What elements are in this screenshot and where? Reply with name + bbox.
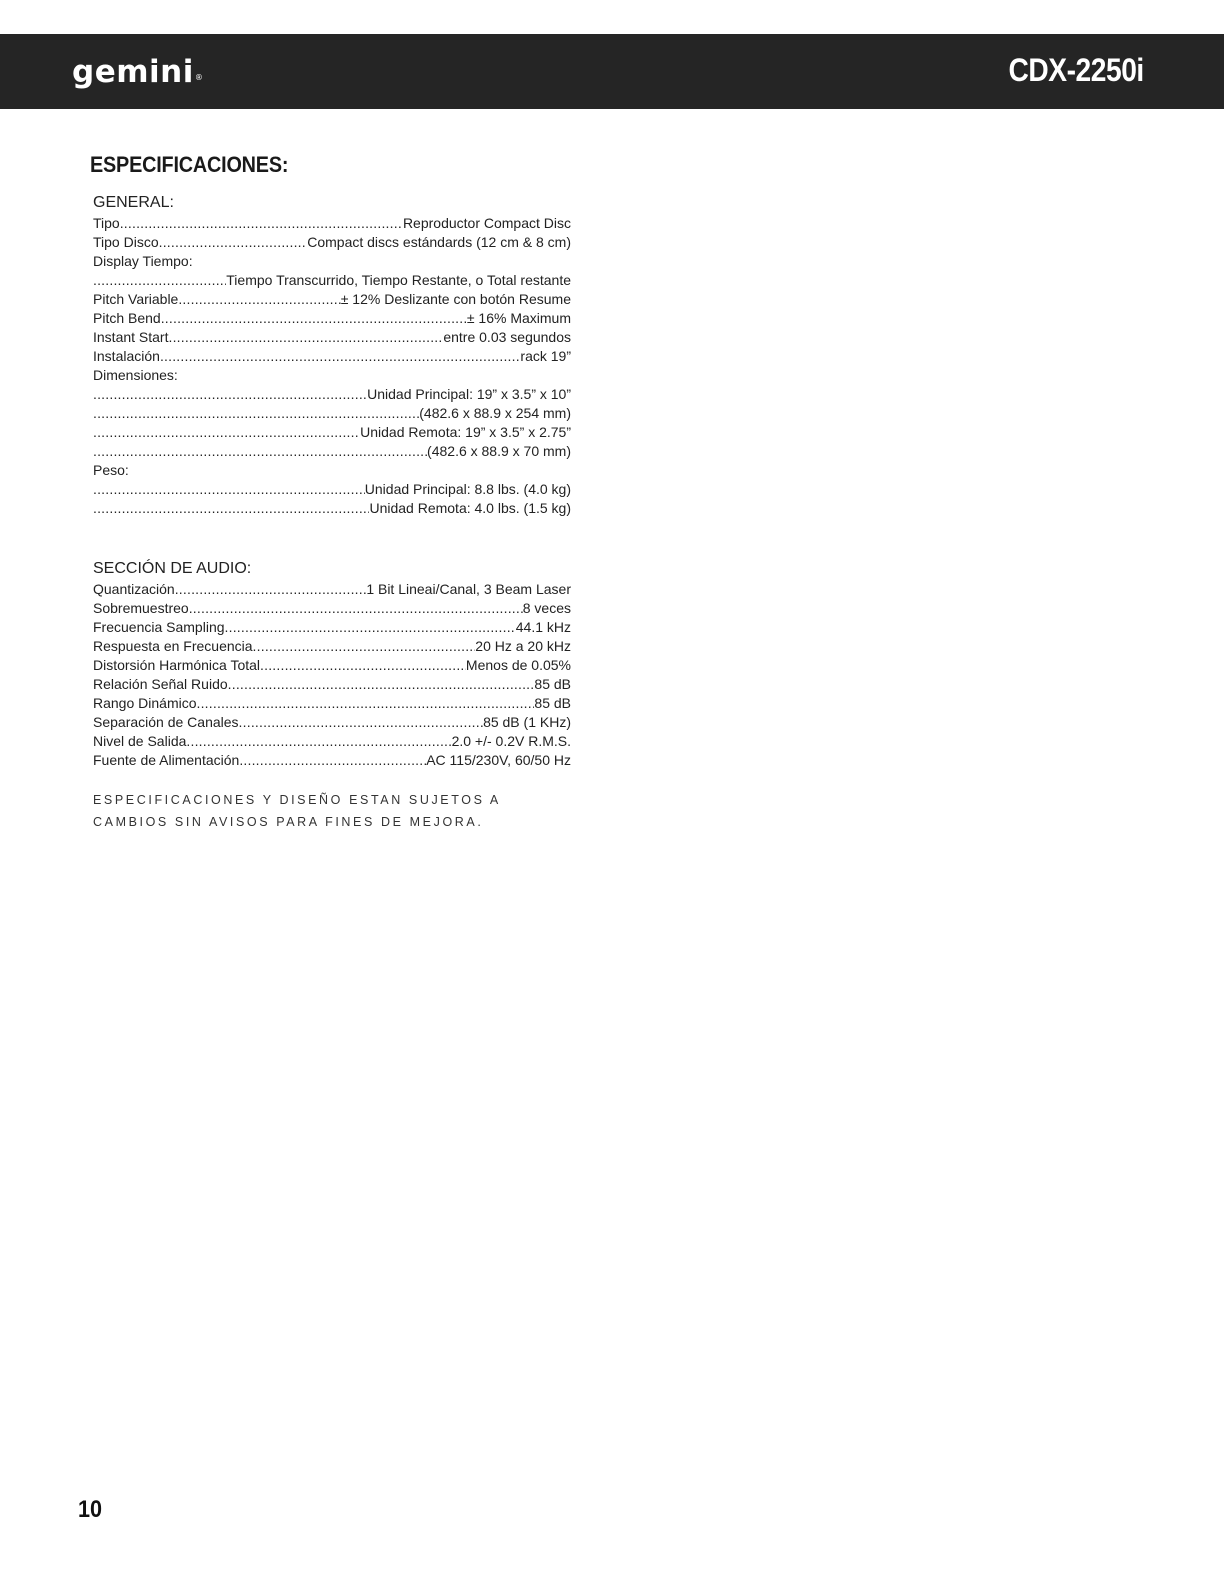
spec-label: Instalación: [93, 348, 160, 364]
general-spec-list: [93, 214, 571, 518]
spec-row: [93, 385, 571, 404]
spec-row: [93, 423, 571, 442]
dot-leader: [178, 290, 340, 309]
spec-value: 85 dB (1 KHz): [483, 714, 571, 730]
spec-row: [93, 732, 571, 751]
spec-value: Unidad Remota: 19” x 3.5” x 2.75”: [360, 424, 571, 440]
spec-label: Pitch Bend: [93, 310, 161, 326]
dot-leader: [168, 328, 443, 347]
spec-row: [93, 404, 571, 423]
gemini-logo: [72, 52, 203, 92]
spec-label: Nivel de Salida: [93, 733, 187, 749]
dot-leader: [93, 385, 367, 404]
audio-heading: SECCIÓN DE AUDIO:: [93, 560, 252, 577]
dot-leader: [93, 271, 226, 290]
dot-leader: [93, 404, 419, 423]
spec-label: Separación de Canales: [93, 714, 239, 730]
page-title: ESPECIFICACIONES:: [90, 152, 289, 177]
spec-value: Compact discs estándards (12 cm & 8 cm): [307, 234, 571, 250]
spec-label: Tipo Disco: [93, 234, 159, 250]
dot-leader: [120, 214, 403, 233]
spec-row: [93, 290, 571, 309]
spec-value: (482.6 x 88.9 x 70 mm): [427, 443, 571, 459]
specs-notice: ESPECIFICACIONES Y DISEÑO ESTAN SUJETOS A CAMBIOS SIN AVISOS PARA FINES DE MEJORA.: [93, 793, 501, 829]
spec-value: ± 16% Maximum: [466, 310, 571, 326]
spec-row: [93, 328, 571, 347]
spec-label: Distorsión Harmónica Total: [93, 657, 261, 673]
general-section: [93, 193, 571, 518]
spec-label: Instant Start: [93, 329, 169, 345]
dot-leader: [197, 694, 535, 713]
dot-leader: [93, 499, 369, 518]
spec-row: [93, 233, 571, 252]
dot-leader: [239, 751, 426, 770]
spec-value: 20 Hz a 20 kHz: [475, 638, 571, 654]
audio-spec-list: [93, 580, 571, 770]
spec-label: Fuente de Alimentación: [93, 752, 240, 768]
audio-section: [93, 559, 571, 770]
spec-label: Quantización: [93, 581, 175, 597]
dot-leader: [161, 309, 467, 328]
dot-leader: [175, 580, 367, 599]
spec-label: Peso:: [93, 462, 129, 478]
spec-value: 2.0 +/- 0.2V R.M.S.: [451, 733, 571, 749]
dot-leader: [253, 637, 476, 656]
spec-row: [93, 480, 571, 499]
spec-label: Display Tiempo:: [93, 253, 193, 269]
spec-label: Tipo: [93, 215, 120, 231]
spec-value: 8 veces: [522, 600, 571, 616]
dot-leader: [186, 732, 451, 751]
header-bar: [0, 34, 1224, 109]
spec-row: [93, 618, 571, 637]
dot-leader: [160, 347, 520, 366]
spec-row: [93, 442, 571, 461]
spec-label: Sobremuestreo: [93, 600, 189, 616]
spec-label: Frecuencia Sampling: [93, 619, 225, 635]
spec-value: 85 dB: [534, 676, 571, 692]
spec-value: Unidad Principal: 8.8 lbs. (4.0 kg): [364, 481, 571, 497]
spec-row: [93, 599, 571, 618]
spec-row: [93, 694, 571, 713]
model-name: CDX-2250i: [1008, 52, 1144, 88]
page-number: 10: [78, 1496, 103, 1523]
dot-leader: [225, 618, 516, 637]
spec-label: Pitch Variable: [93, 291, 179, 307]
dot-leader: [239, 713, 484, 732]
general-heading: GENERAL:: [93, 194, 174, 211]
spec-value: 85 dB: [534, 695, 571, 711]
dot-leader: [159, 233, 308, 252]
spec-row: [93, 675, 571, 694]
spec-label: Rango Dinámico: [93, 695, 197, 711]
spec-row: [93, 366, 571, 385]
dot-leader: [93, 442, 427, 461]
spec-label: Respuesta en Frecuencia: [93, 638, 253, 654]
dot-leader: [93, 480, 365, 499]
spec-value: (482.6 x 88.9 x 254 mm): [419, 405, 571, 421]
spec-value: Unidad Principal: 19” x 3.5” x 10”: [367, 386, 571, 402]
spec-row: [93, 656, 571, 675]
spec-row: [93, 580, 571, 599]
spec-row: [93, 271, 571, 290]
spec-value: Menos de 0.05%: [465, 657, 571, 673]
spec-row: [93, 347, 571, 366]
dot-leader: [189, 599, 523, 618]
spec-row: [93, 751, 571, 770]
spec-value: ± 12% Deslizante con botón Resume: [340, 291, 571, 307]
dot-leader: [260, 656, 466, 675]
spec-value: entre 0.03 segundos: [443, 329, 571, 345]
registered-mark: ®: [194, 73, 204, 82]
spec-row: [93, 499, 571, 518]
spec-row: [93, 252, 571, 271]
spec-value: 44.1 kHz: [515, 619, 571, 635]
logo-text: gemini: [72, 54, 194, 90]
spec-value: 1 Bit Lineai/Canal, 3 Beam Laser: [366, 581, 571, 597]
spec-row: [93, 309, 571, 328]
spec-value: Reproductor Compact Disc: [402, 215, 571, 231]
spec-row: [93, 637, 571, 656]
spec-value: Tiempo Transcurrido, Tiempo Restante, o Total restante: [226, 272, 571, 288]
spec-row: [93, 461, 571, 480]
dot-leader: [93, 423, 360, 442]
spec-label: Dimensiones:: [93, 367, 178, 383]
spec-value: rack 19”: [520, 348, 571, 364]
dot-leader: [228, 675, 535, 694]
spec-value: AC 115/230V, 60/50 Hz: [426, 752, 571, 768]
spec-row: [93, 214, 571, 233]
spec-row: [93, 713, 571, 732]
spec-label: Relación Señal Ruido: [93, 676, 228, 692]
spec-value: Unidad Remota: 4.0 lbs. (1.5 kg): [369, 500, 571, 516]
